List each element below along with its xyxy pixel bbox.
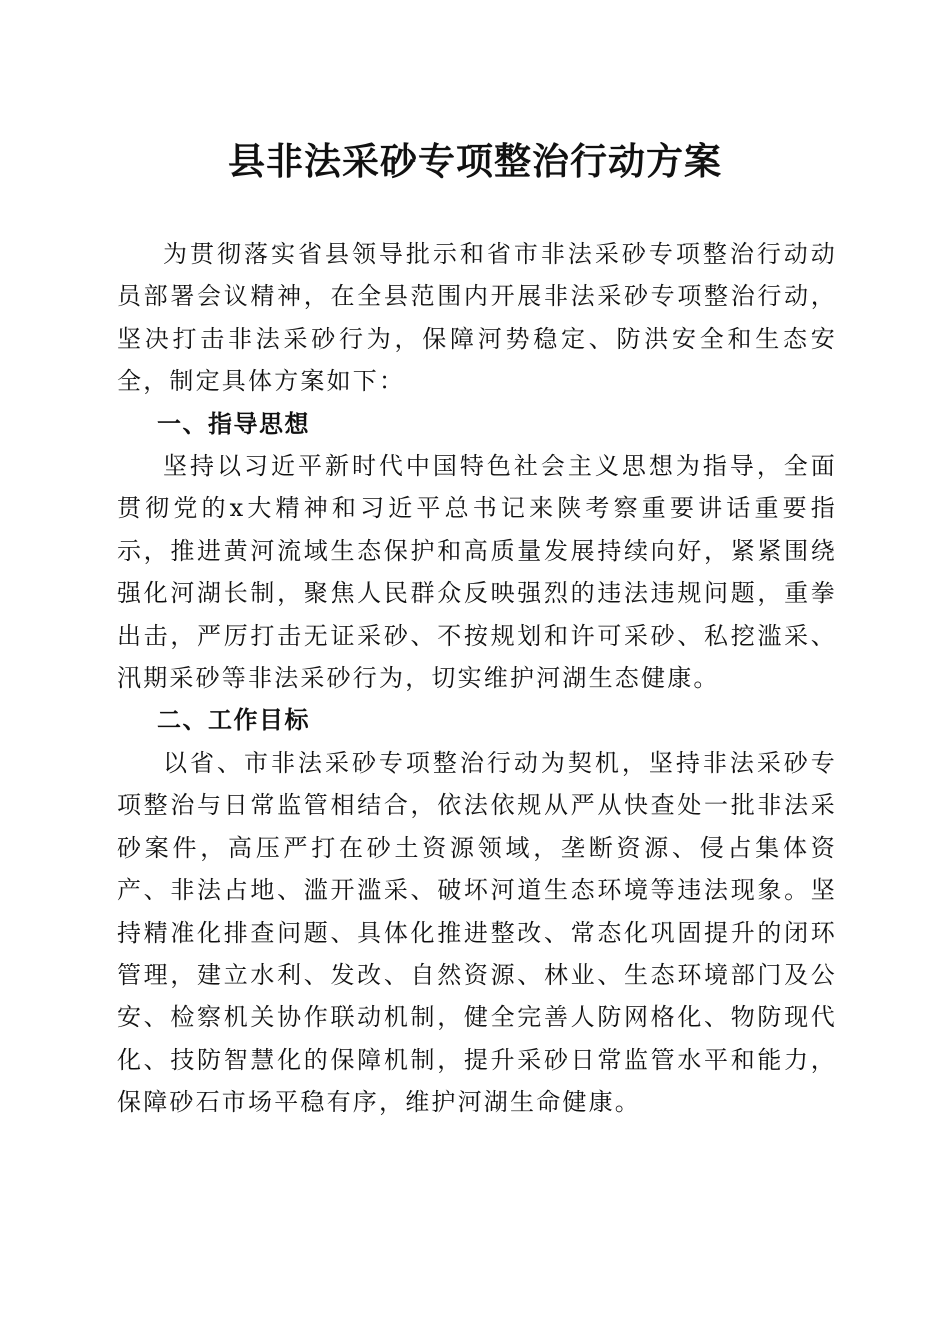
section-paragraph-guiding-ideology: 坚持以习近平新时代中国特色社会主义思想为指导，全面贯彻党的x大精神和习近平总书记来陕考察重要讲话重要指示，推进黄河流域生态保护和高质量发展持续向好，紧紧围绕强化河湖长制，聚焦人民群众反映强烈的违法违规问题，重拳出击，严厉打击无证采砂、不按规划和许可采砂、私挖滥采、汛期采砂等非法采砂行为，切实维护河湖生态健康。 xyxy=(117,452,837,693)
document-title: 县非法采砂专项整治行动方案 xyxy=(228,139,722,183)
section-heading-work-goals: 二、工作目标 xyxy=(157,706,310,735)
section-heading-guiding-ideology: 一、指导思想 xyxy=(157,409,310,438)
document-body xyxy=(117,233,837,1124)
intro-paragraph: 为贯彻落实省县领导批示和省市非法采砂专项整治行动动员部署会议精神，在全县范围内开展非法采砂专项整治行动，坚决打击非法采砂行为，保障河势稳定、防洪安全和生态安全，制定具体方案如下： xyxy=(117,240,837,396)
section-paragraph-work-goals: 以省、市非法采砂专项整治行动为契机，坚持非法采砂专项整治与日常监管相结合，依法依规从严从快查处一批非法采砂案件，高压严打在砂土资源领域，垄断资源、侵占集体资产、非法占地、滥开滥采、破坏河道生态环境等违法现象。坚持精准化排查问题、具体化推进整改、常态化巩固提升的闭环管理，建立水利、发改、自然资源、林业、生态环境部门及公安、检察机关协作联动机制，健全完善人防网格化、物防现代化、技防智慧化的保障机制，提升采砂日常监管水平和能力，保障砂石市场平稳有序，维护河湖生命健康。 xyxy=(117,748,837,1117)
